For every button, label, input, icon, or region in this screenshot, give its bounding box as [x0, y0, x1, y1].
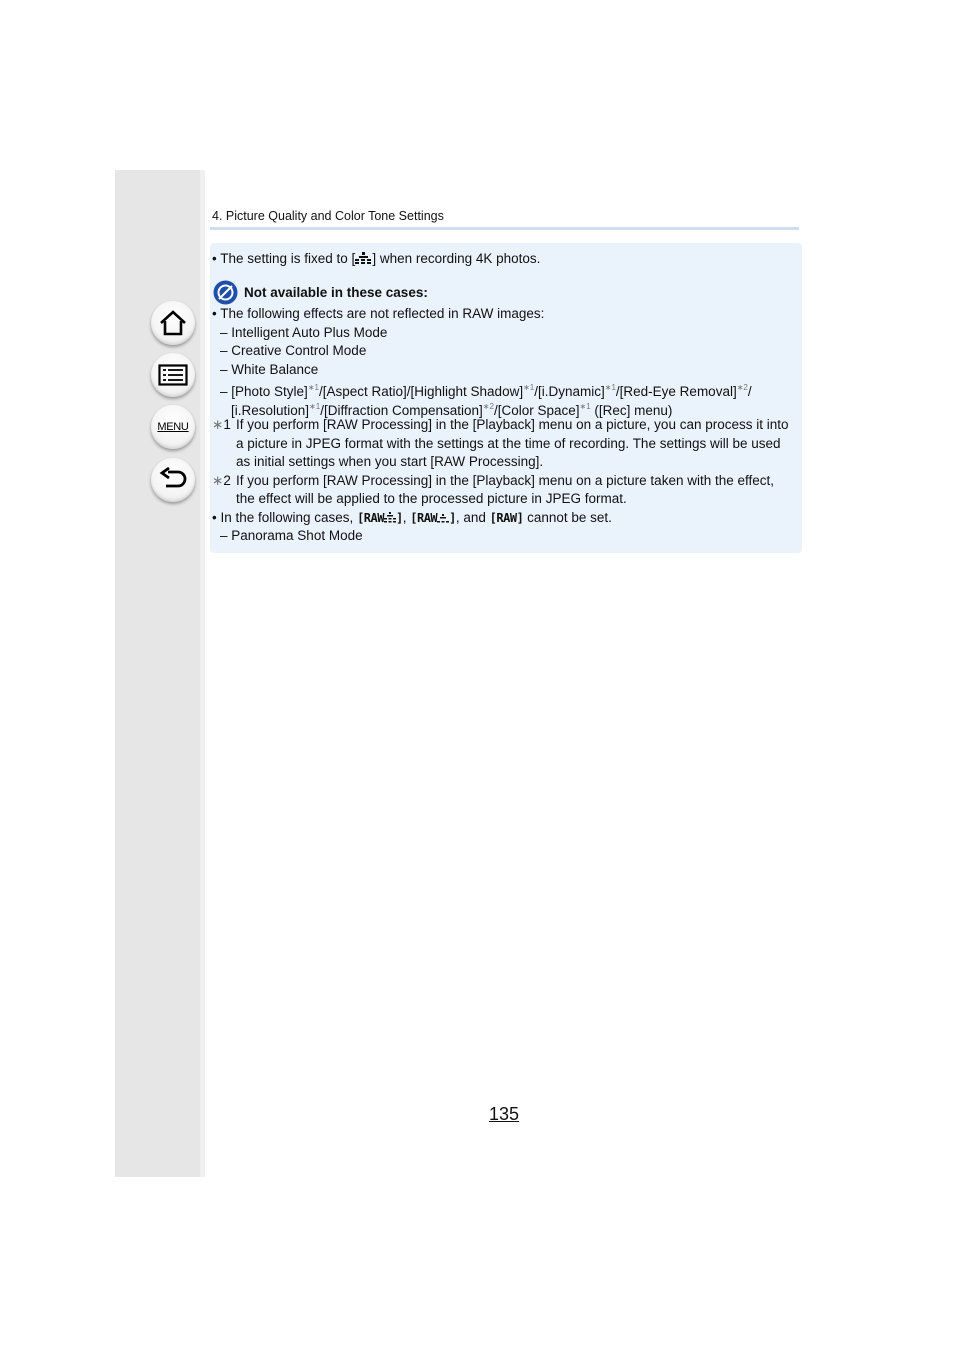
cases-suffix: cannot be set.	[523, 510, 612, 525]
list-item: – Intelligent Auto Plus Mode	[220, 325, 388, 340]
home-button[interactable]	[151, 301, 195, 345]
diffraction-text: /[Diffraction Compensation]	[320, 403, 483, 418]
sidebar-edge	[200, 170, 205, 1177]
separator: , and	[455, 510, 490, 525]
red-eye-text: /[Red-Eye Removal]	[615, 384, 737, 399]
footnote-ref: ∗1	[579, 402, 591, 411]
footnote-1-line1: If you perform [RAW Processing] in the [Playback] menu on a picture, you can process it into	[236, 417, 789, 432]
footnote-2-mark: ∗2	[212, 473, 231, 488]
cases-line: • In the following cases, [RAW ], [RAW ], and [RAW] cannot be set.	[212, 510, 612, 525]
list-item-text: Intelligent Auto Plus Mode	[231, 325, 388, 340]
list-item-text: White Balance	[231, 362, 319, 377]
list-item: – White Balance	[220, 362, 319, 377]
settings-list-line1: – [Photo Style]$^{∗1}$/[Aspect Ratio]/[Highlight Shadow]$^{∗1}$/[i.Dynamic]$^{∗1}$/[Red-Eye Removal]$^{∗2}$/	[220, 383, 752, 399]
footnote-ref: ∗2	[736, 383, 748, 392]
list-item-text: Panorama Shot Mode	[231, 528, 363, 543]
page-number: 135	[489, 1104, 520, 1124]
cases-prefix: In the following cases,	[220, 510, 358, 525]
raw-intro: • The following effects are not reflected in RAW images:	[212, 306, 545, 321]
list-item: – Panorama Shot Mode	[220, 528, 363, 543]
not-available-title: Not available in these cases:	[244, 285, 428, 300]
footnote-2-line2: the effect will be applied to the processed picture in JPEG format.	[236, 491, 627, 506]
aspect-ratio-text: /[Aspect Ratio]/[Highlight Shadow]	[318, 384, 524, 399]
raw-intro-text: The following effects are not reflected in RAW images:	[220, 306, 545, 321]
i-dynamic-text: /[i.Dynamic]	[534, 384, 605, 399]
back-button[interactable]	[151, 458, 195, 502]
photo-style-text: [Photo Style]	[231, 384, 308, 399]
list-item-text: Creative Control Mode	[231, 343, 367, 358]
list-item: – Creative Control Mode	[220, 343, 367, 358]
rec-menu-text: ([Rec] menu)	[590, 403, 673, 418]
footnote-ref: ∗2	[482, 402, 494, 411]
separator: ,	[402, 510, 411, 525]
raw-standard-icon: [RAW ]	[410, 511, 456, 525]
home-icon	[158, 309, 188, 337]
footnote-ref: ∗1	[309, 402, 321, 411]
i-resolution-text: [i.Resolution]	[231, 403, 310, 418]
footnote-ref: ∗1	[307, 383, 319, 392]
menu-button[interactable]	[151, 405, 195, 449]
footnote-ref: ∗1	[523, 383, 535, 392]
raw-fine-icon: [RAW ]	[357, 511, 403, 525]
settings-list-line2	[231, 399, 672, 419]
footnote-1-line2: a picture in JPEG format with the settings at the time of recording. The settings will be used	[236, 436, 781, 451]
contents-button[interactable]	[151, 353, 195, 397]
raw-only-icon: [RAW]	[489, 511, 524, 525]
footnote-1-line3: as initial settings when you start [RAW Processing].	[236, 454, 544, 469]
footnote-ref: ∗1	[604, 383, 616, 392]
fixed-suffix: ] when recording 4K photos.	[372, 251, 541, 266]
contents-list-icon	[158, 364, 188, 386]
not-available-icon	[213, 280, 238, 305]
back-arrow-icon	[158, 467, 188, 493]
fixed-prefix: The setting is fixed to [	[220, 251, 356, 266]
slash: /	[747, 384, 752, 399]
footnote-2-line1: If you perform [RAW Processing] in the [Playback] menu on a picture taken with the effect,	[236, 473, 775, 488]
menu-label: MENU	[157, 421, 189, 433]
color-space-text: /[Color Space]	[493, 403, 580, 418]
header-divider	[210, 227, 799, 230]
section-title: 4. Picture Quality and Color Tone Settings	[212, 209, 444, 223]
fixed-setting-line: • The setting is fixed to [ ] when recording 4K photos.	[212, 251, 541, 266]
footnote-1-mark: ∗1	[212, 417, 231, 432]
burst-quality-icon	[355, 252, 372, 264]
